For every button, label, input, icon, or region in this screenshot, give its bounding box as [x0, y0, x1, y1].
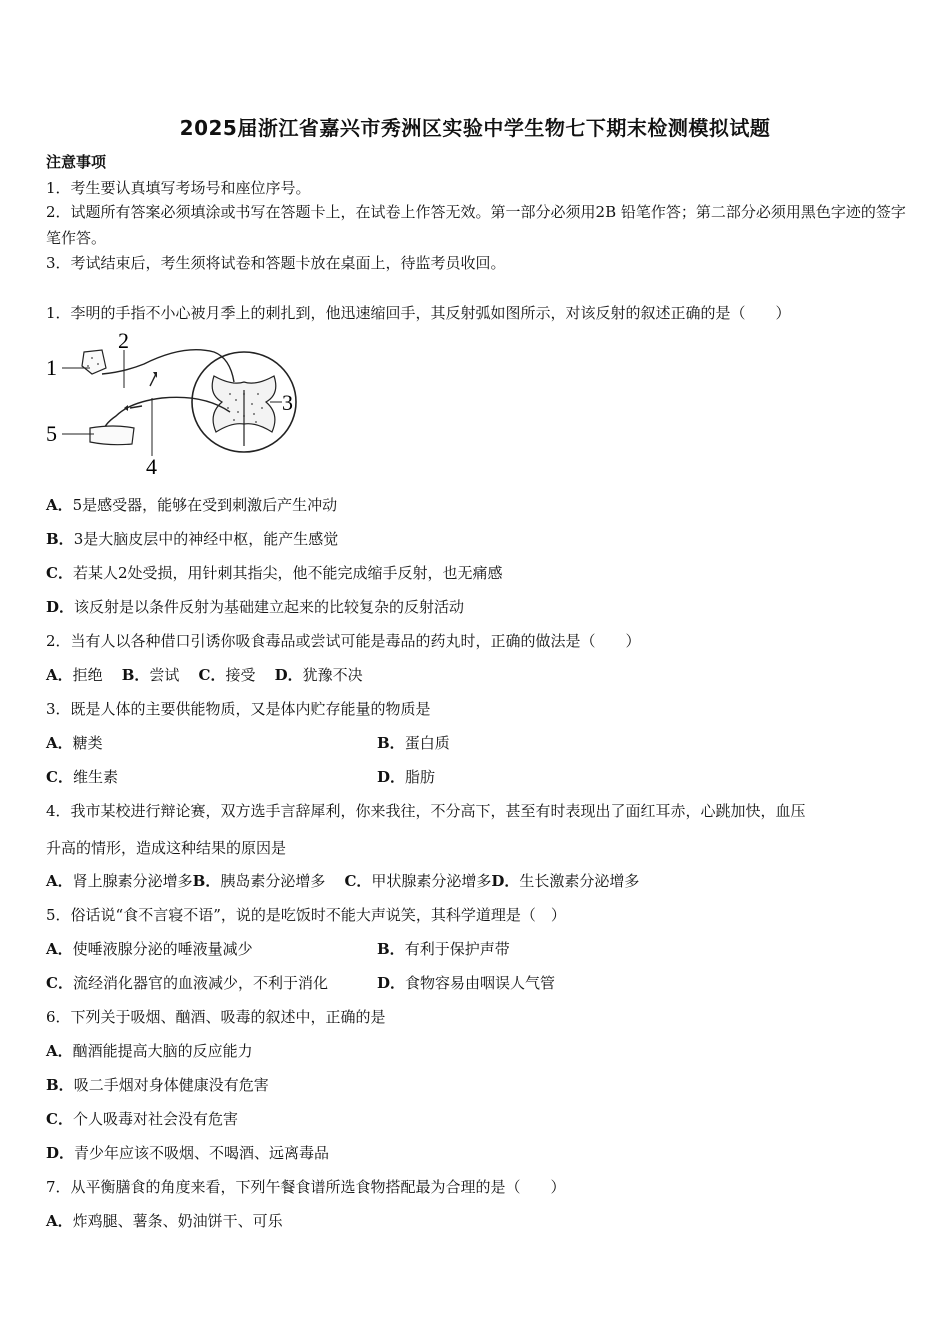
receptor-skin — [82, 350, 106, 374]
figure-label-3: 3 — [282, 390, 293, 415]
figure-label-5: 5 — [46, 421, 57, 446]
q3-option-b: B．蛋白质 — [377, 734, 450, 752]
q7-stem: 7．从平衡膳食的角度来看，下列午餐食谱所选食物搭配最为合理的是（ ） — [46, 1178, 566, 1196]
effector-muscle — [90, 426, 134, 445]
q7-option-a: A．炸鸡腿、薯条、奶油饼干、可乐 — [46, 1212, 283, 1230]
q1-option-c: C．若某人2处受损，用针刺其指尖，他不能完成缩手反射，也无痛感 — [46, 564, 503, 582]
notice-item-1: 1．考生要认真填写考场号和座位序号。 — [46, 179, 311, 197]
q3-option-d: D．脂肪 — [377, 768, 436, 786]
q6-option-a: A．酗酒能提高大脑的反应能力 — [46, 1042, 253, 1060]
q4-stem-line1: 4．我市某校进行辩论赛，双方选手言辞犀利，你来我往，不分高下，甚至有时表现出了面红耳赤，心跳加快，血压 — [46, 802, 806, 820]
notice-item-2: 2．试题所有答案必须填涂或书写在答题卡上，在试卷上作答无效。第一部分必须用2B 铅笔作答；第二部分必须用黑色字迹的签字笔作答。 — [46, 203, 906, 247]
q3-option-c: C．维生素 — [46, 768, 118, 786]
figure-label-2: 2 — [118, 328, 129, 353]
q1-option-b: B．3是大脑皮层中的神经中枢，能产生感觉 — [46, 530, 339, 548]
q4-options: A．肾上腺素分泌增多B．胰岛素分泌增多 C．甲状腺素分泌增多D．生长激素分泌增多 — [46, 872, 640, 890]
q4-stem-line2: 升高的情形，造成这种结果的原因是 — [46, 839, 287, 857]
q1-stem: 1．李明的手指不小心被月季上的刺扎到，他迅速缩回手，其反射弧如图所示，对该反射的叙述正确的是（ ） — [46, 304, 791, 322]
sensory-arrow — [150, 374, 156, 386]
q6-option-d: D．青少年应该不吸烟、不喝酒、远离毒品 — [46, 1144, 330, 1162]
notice-item-3: 3．考试结束后，考生须将试卷和答题卡放在桌面上，待监考员收回。 — [46, 254, 506, 272]
q2-stem: 2．当有人以各种借口引诱你吸食毒品或尝试可能是毒品的药丸时，正确的做法是（ ） — [46, 632, 641, 650]
q3-option-a: A．糖类 — [46, 734, 103, 752]
q6-option-c: C．个人吸毒对社会没有危害 — [46, 1110, 238, 1128]
q5-option-a: A．使唾液腺分泌的唾液量减少 — [46, 940, 253, 958]
notice-heading: 注意事项 — [46, 153, 107, 171]
q1-option-a: A．5是感受器，能够在受到刺激后产生冲动 — [46, 496, 338, 514]
q2-options: A．拒绝 B．尝试 C．接受 D．犹豫不决 — [46, 666, 363, 684]
figure-label-1: 1 — [46, 355, 57, 380]
q5-option-b: B．有利于保护声带 — [377, 940, 510, 958]
q5-option-d: D．食物容易由咽误人气管 — [377, 974, 556, 992]
page-title: 2025届浙江省嘉兴市秀洲区实验中学生物七下期末检测模拟试题 — [179, 116, 771, 140]
q6-option-b: B．吸二手烟对身体健康没有危害 — [46, 1076, 269, 1094]
q1-option-d: D．该反射是以条件反射为基础建立起来的比较复杂的反射活动 — [46, 598, 465, 616]
reflex-arc-figure — [44, 328, 300, 478]
figure-label-4: 4 — [146, 454, 157, 478]
q3-stem: 3．既是人体的主要供能物质，又是体内贮存能量的物质是 — [46, 700, 431, 718]
q6-stem: 6．下列关于吸烟、酗酒、吸毒的叙述中，正确的是 — [46, 1008, 386, 1026]
q5-stem: 5．俗话说“食不言寝不语”，说的是吃饭时不能大声说笑，其科学道理是（ ） — [46, 906, 566, 924]
q5-option-c: C．流经消化器官的血液减少，不利于消化 — [46, 974, 328, 992]
